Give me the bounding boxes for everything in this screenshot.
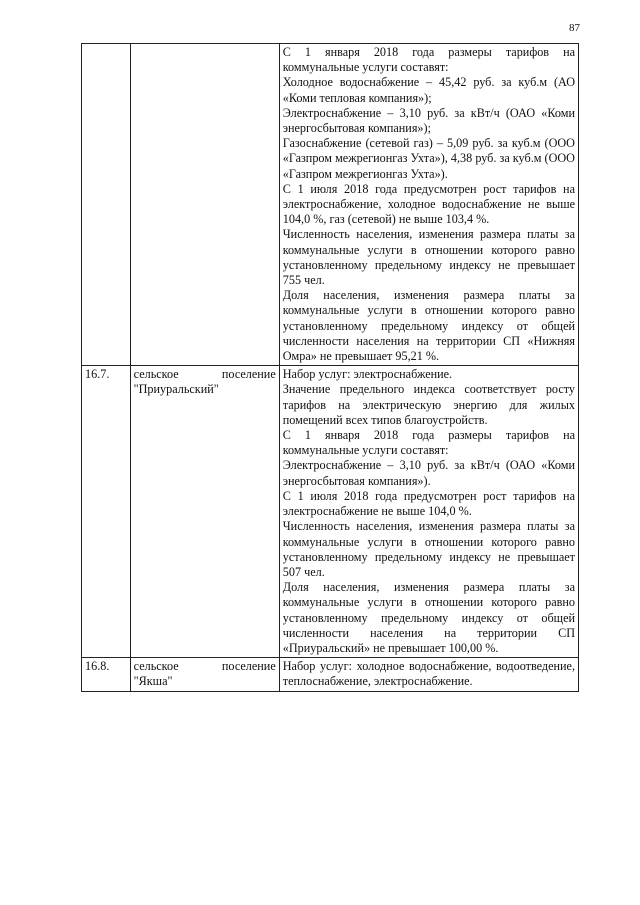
page-number: 87 bbox=[569, 22, 580, 34]
tariff-paragraph: С 1 января 2018 года размеры тарифов на коммунальные услуги составят: bbox=[282, 45, 575, 75]
tariff-paragraph: Электроснабжение – 3,10 руб. за кВт/ч (ОАО «Коми энергосбытовая компания»); bbox=[282, 105, 575, 136]
tariff-paragraph: Набор услуг: холодное водоснабжение, водоотведение, теплоснабжение, электроснабжение. bbox=[282, 659, 575, 689]
settlement-cell bbox=[130, 44, 279, 366]
description-cell bbox=[279, 366, 578, 658]
description-cell bbox=[279, 658, 578, 691]
tariff-paragraph: С 1 июля 2018 года предусмотрен рост тарифов на электроснабжение не выше 104,0 %. bbox=[282, 488, 575, 519]
table-row bbox=[82, 366, 579, 658]
tariff-paragraph: С 1 января 2018 года размеры тарифов на коммунальные услуги составят: bbox=[282, 428, 575, 458]
tariff-paragraph: Значение предельного индекса соответствует росту тарифов на электрическую энергию для жилых помещений всех типов благоустройств. bbox=[282, 382, 575, 427]
tariff-paragraph: Численность населения, изменения размера платы за коммунальные услуги в отношении которого равно установленному предельному индексу не превышает 755 чел. bbox=[282, 227, 575, 288]
tariff-paragraph: Холодное водоснабжение – 45,42 руб. за куб.м (АО «Коми тепловая компания»); bbox=[282, 75, 575, 105]
row-number-cell: 16.8. bbox=[82, 658, 131, 691]
tariff-paragraph: Набор услуг: электроснабжение. bbox=[282, 367, 453, 382]
row-number-cell: 16.7. bbox=[82, 366, 131, 658]
settlement-cell: сельское поселение "Приуральский" bbox=[130, 366, 279, 658]
row-number-cell bbox=[82, 44, 131, 366]
table-row bbox=[82, 658, 579, 691]
tariff-paragraph: Численность населения, изменения размера платы за коммунальные услуги в отношении которого равно установленному предельному индексу не превышает 507 чел. bbox=[282, 519, 575, 579]
tariff-paragraph: Электроснабжение – 3,10 руб. за кВт/ч (ОАО «Коми энергосбытовая компания»). bbox=[282, 458, 575, 488]
tariff-paragraph: Доля населения, изменения размера платы за коммунальные услуги в отношении которого равно установленному предельному индексу от общей численности населения на территории СП «Нижняя Омра» не превышает 95,21 %. bbox=[282, 288, 575, 364]
settlement-cell: сельское поселение "Якша" bbox=[130, 658, 279, 691]
tariff-table bbox=[81, 43, 579, 692]
tariff-paragraph: Доля населения, изменения размера платы за коммунальные услуги в отношении которого равно установленному предельному индексу от общей численности населения на территории СП «Приуральский» не превышает 100,00 %. bbox=[282, 580, 575, 655]
tariff-paragraph: С 1 июля 2018 года предусмотрен рост тарифов на электроснабжение, холодное водоснабжение не выше 104,0 %, газ (сетевой) не выше 103,4 %. bbox=[282, 181, 575, 227]
tariff-paragraph: Газоснабжение (сетевой газ) – 5,09 руб. за куб.м (ООО «Газпром межрегионгаз Ухта»), 4,38 руб. за куб.м (ООО «Газпром межрегионгаз Ухта»). bbox=[282, 136, 575, 181]
table-row bbox=[82, 44, 579, 366]
description-cell bbox=[279, 44, 578, 366]
